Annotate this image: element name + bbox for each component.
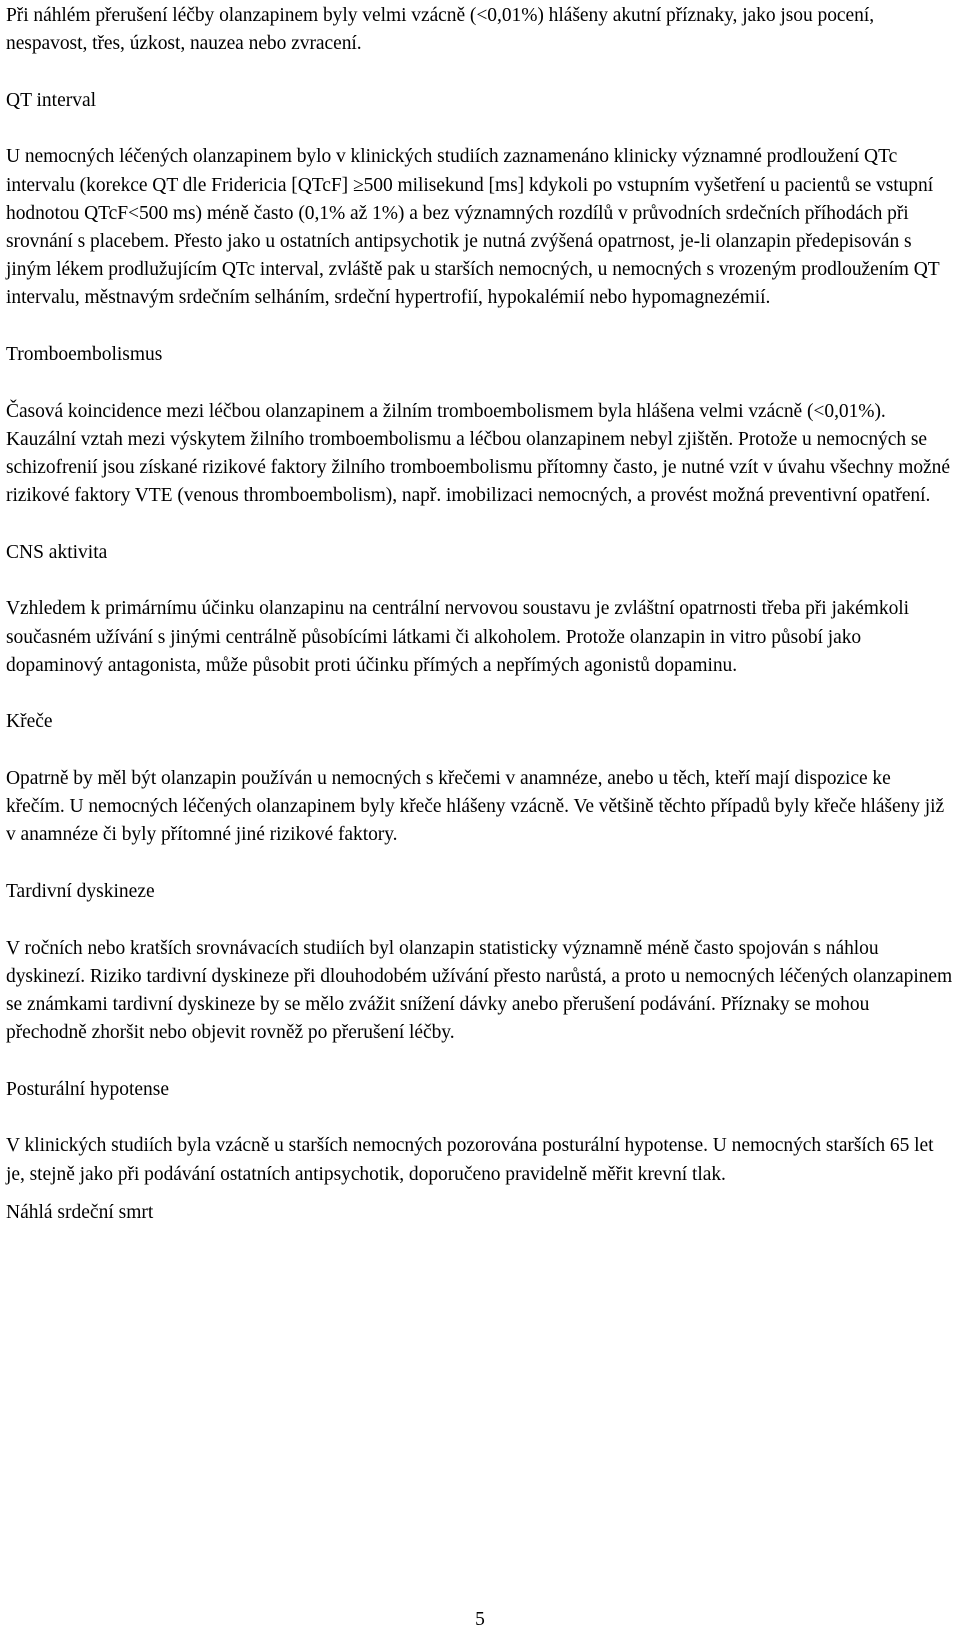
section-body-posturalni-hypotense: V klinických studiích byla vzácně u starších nemocných pozorována posturální hypotense. U nemocných starších 65 let je, stejně jako při podávání ostatních antipsychotik, doporučeno pravidelně měřit krevní tlak. bbox=[6, 1135, 934, 1185]
section-body-krece: Opatrně by měl být olanzapin používán u nemocných s křečemi v anamnéze, anebo u těch, kteří mají dispozice ke křečím. U nemocných léčených olanzapinem byly křeče hlášeny vzácně. Ve většině těchto případů byly křeče hlášeny již v anamnéze či byly přítomné jiné rizikové faktory. bbox=[6, 767, 945, 846]
page-number: 5 bbox=[475, 1609, 485, 1630]
section-heading-krece: Křeče bbox=[6, 711, 53, 733]
section-heading-nahla-srdecni-smrt: Náhlá srdeční smrt bbox=[6, 1201, 154, 1223]
section-body-qt-interval: U nemocných léčených olanzapinem bylo v klinických studiích zaznamenáno klinicky významné prodloužení QTc intervalu (korekce QT dle Fridericia [QTcF] ≥500 milisekund [ms] kdykoli po vstupním vyšetření u pacientů se vstupní hodnotou QTcF<500 ms) méně často (0,1% až 1%) a bez významných rozdílů v průvodních srdečních příhodách při srovnání s placebem. Přesto jako u ostatních antipsychotik je nutná zvýšená opatrnost, je-li olanzapin předepisován s jiným lékem prodlužujícím QTc interval, zvláště pak u starších nemocných, u nemocných s vrozeným prodloužením QT intervalu, městnavým srdečním selháním, srdeční hypertrofií, hypokalémií nebo hypomagnezémií. bbox=[6, 146, 940, 309]
section-body-tardivni-dyskineze: V ročních nebo kratších srovnávacích studiích byl olanzapin statisticky významně méně často spojován s náhlou dyskinezí. Riziko tardivní dyskineze při dlouhodobém užívání přesto narůstá, a proto u nemocných léčených olanzapinem se známkami tardivní dyskineze by se mělo zvážit snížení dávky anebo přerušení podávání. Příznaky se mohou přechodně zhoršit nebo objevit rovněž po přerušení léčby. bbox=[6, 937, 953, 1044]
document-page bbox=[6, 2, 954, 1227]
section-heading-cns-aktivita: CNS aktivita bbox=[6, 541, 108, 563]
section-body-cns-aktivita: Vzhledem k primárnímu účinku olanzapinu na centrální nervovou soustavu je zvláštní opatrnosti třeba při jakémkoli současném užívání s jinými centrálně působícími látkami či alkoholem. Protože olanzapin in vitro působí jako dopaminový antagonista, může působit proti účinku přímých a nepřímých agonistů dopaminu. bbox=[6, 598, 910, 676]
section-heading-tromboembolismus: Tromboembolismus bbox=[6, 344, 163, 365]
section-heading-posturalni-hypotense: Posturální hypotense bbox=[6, 1078, 170, 1100]
section-body-tromboembolismus: Časová koincidence mezi léčbou olanzapinem a žilním tromboembolismem byla hlášena velmi vzácně (<0,01%). Kauzální vztah mezi výskytem žilního tromboembolismu a léčbou olanzapinem nebyl zjištěn. Protože u nemocných se schizofrenií jsou získané rizikové faktory žilního tromboembolismu přítomny často, je nutné vzít v úvahu všechny možné rizikové faktory VTE (venous thromboembolism), např. imobilizaci nemocných, a provést možná preventivní opatření. bbox=[6, 400, 950, 507]
intro-paragraph: Při náhlém přerušení léčby olanzapinem byly velmi vzácně (<0,01%) hlášeny akutní příznaky, jako jsou pocení, nespavost, třes, úzkost, nauzea nebo zvracení. bbox=[6, 5, 875, 55]
section-heading-qt-interval: QT interval bbox=[6, 89, 97, 111]
section-heading-tardivni-dyskineze: Tardivní dyskineze bbox=[6, 880, 155, 902]
